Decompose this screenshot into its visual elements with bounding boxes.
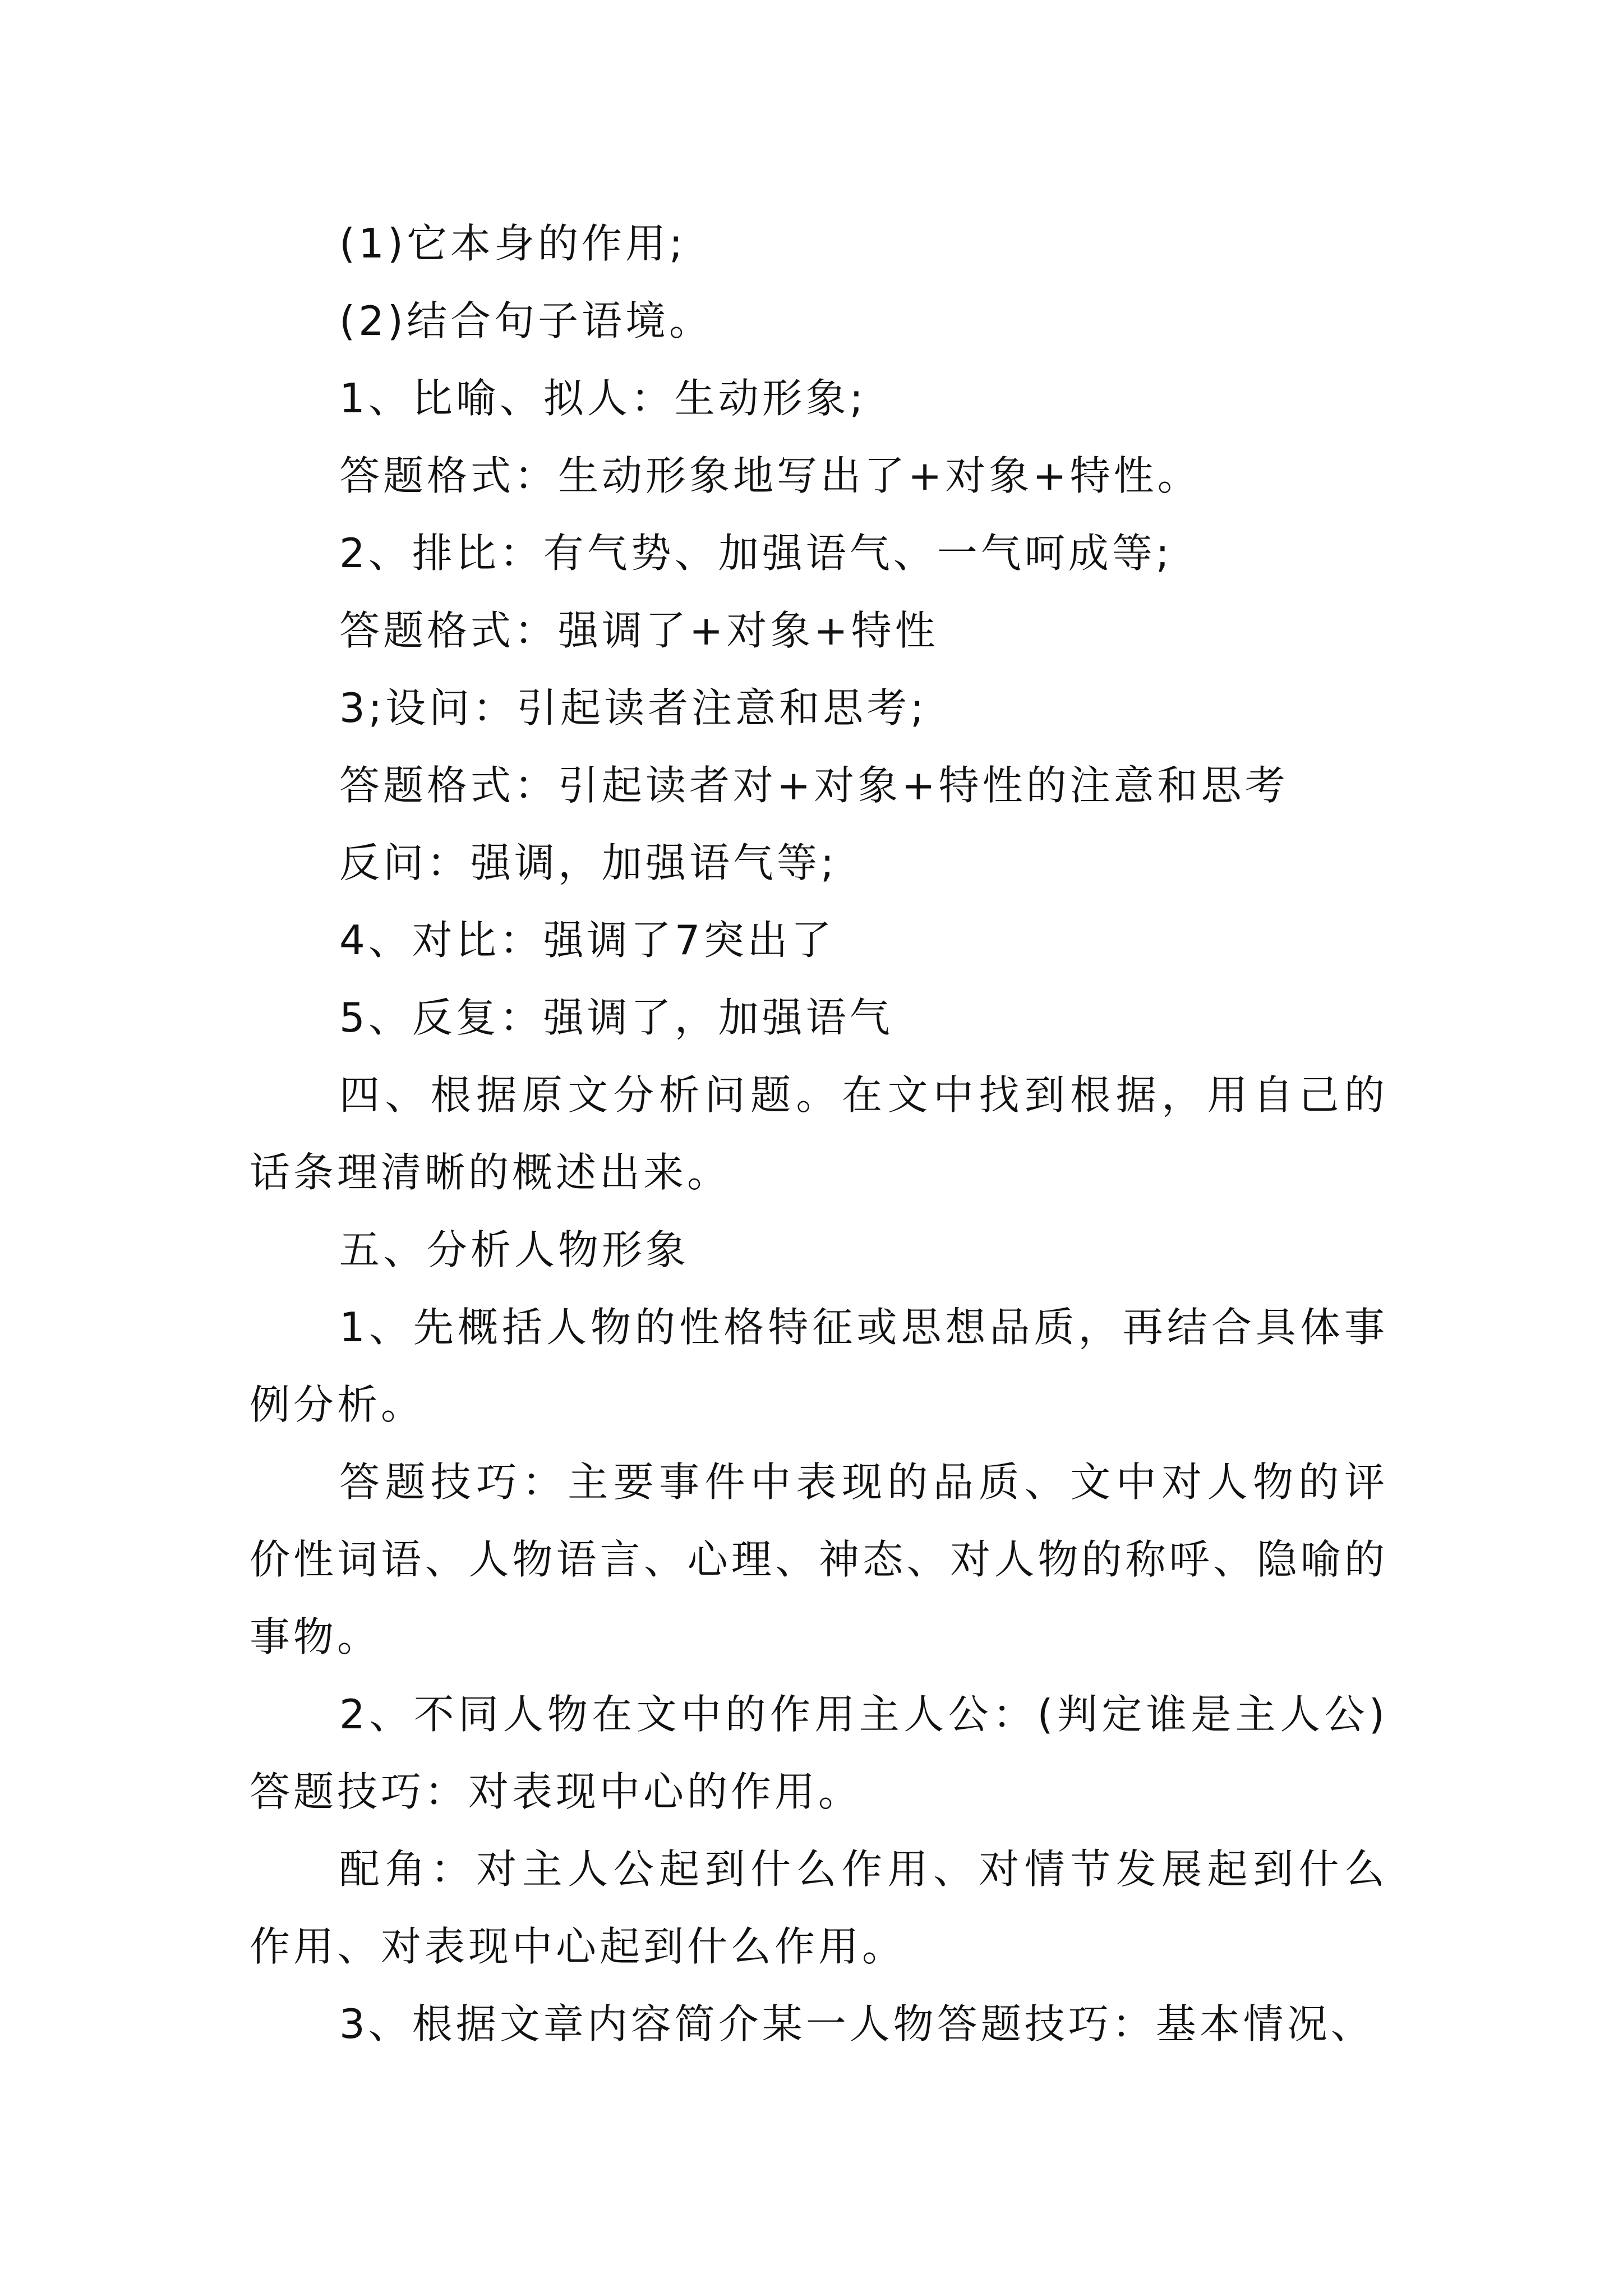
- document-body: [250, 205, 1388, 2063]
- paragraph: 答题格式：生动形象地写出了+对象+特性。: [339, 452, 1201, 499]
- paragraph: 5、反复：强调了，加强语气: [339, 994, 893, 1041]
- paragraph: 五、分析人物形象: [339, 1226, 690, 1273]
- paragraph: 答题技巧：主要事件中表现的品质、文中对人物的评价性词语、人物语言、心理、神态、对人物的称呼、隐喻的事物。: [250, 1458, 1388, 1660]
- paragraph: 2、排比：有气势、加强语气、一气呵成等;: [339, 530, 1173, 577]
- paragraph: 2、不同人物在文中的作用主人公：(判定谁是主人公)答题技巧：对表现中心的作用。: [250, 1691, 1388, 1815]
- paragraph: (2)结合句子语境。: [339, 297, 713, 344]
- paragraph: 反问：强调，加强语气等;: [339, 839, 838, 886]
- paragraph: 1、先概括人物的性格特征或思想品质，再结合具体事例分析。: [250, 1304, 1388, 1428]
- paragraph: 答题格式：强调了+对象+特性: [339, 607, 939, 654]
- paragraph: 答题格式：引起读者对+对象+特性的注意和思考: [339, 762, 1289, 809]
- paragraph: 1、比喻、拟人：生动形象;: [339, 375, 867, 422]
- paragraph: (1)它本身的作用;: [339, 220, 686, 267]
- paragraph: 3;设问：引起读者注意和思考;: [339, 684, 928, 731]
- paragraph: 3、根据文章内容简介某一人物答题技巧：基本情况、: [339, 2000, 1375, 2047]
- paragraph: 配角：对主人公起到什么作用、对情节发展起到什么作用、对表现中心起到什么作用。: [250, 1846, 1388, 1970]
- paragraph: 4、对比：强调了7突出了: [339, 917, 835, 964]
- paragraph: 四、根据原文分析问题。在文中找到根据，用自己的话条理清晰的概述出来。: [250, 1071, 1388, 1196]
